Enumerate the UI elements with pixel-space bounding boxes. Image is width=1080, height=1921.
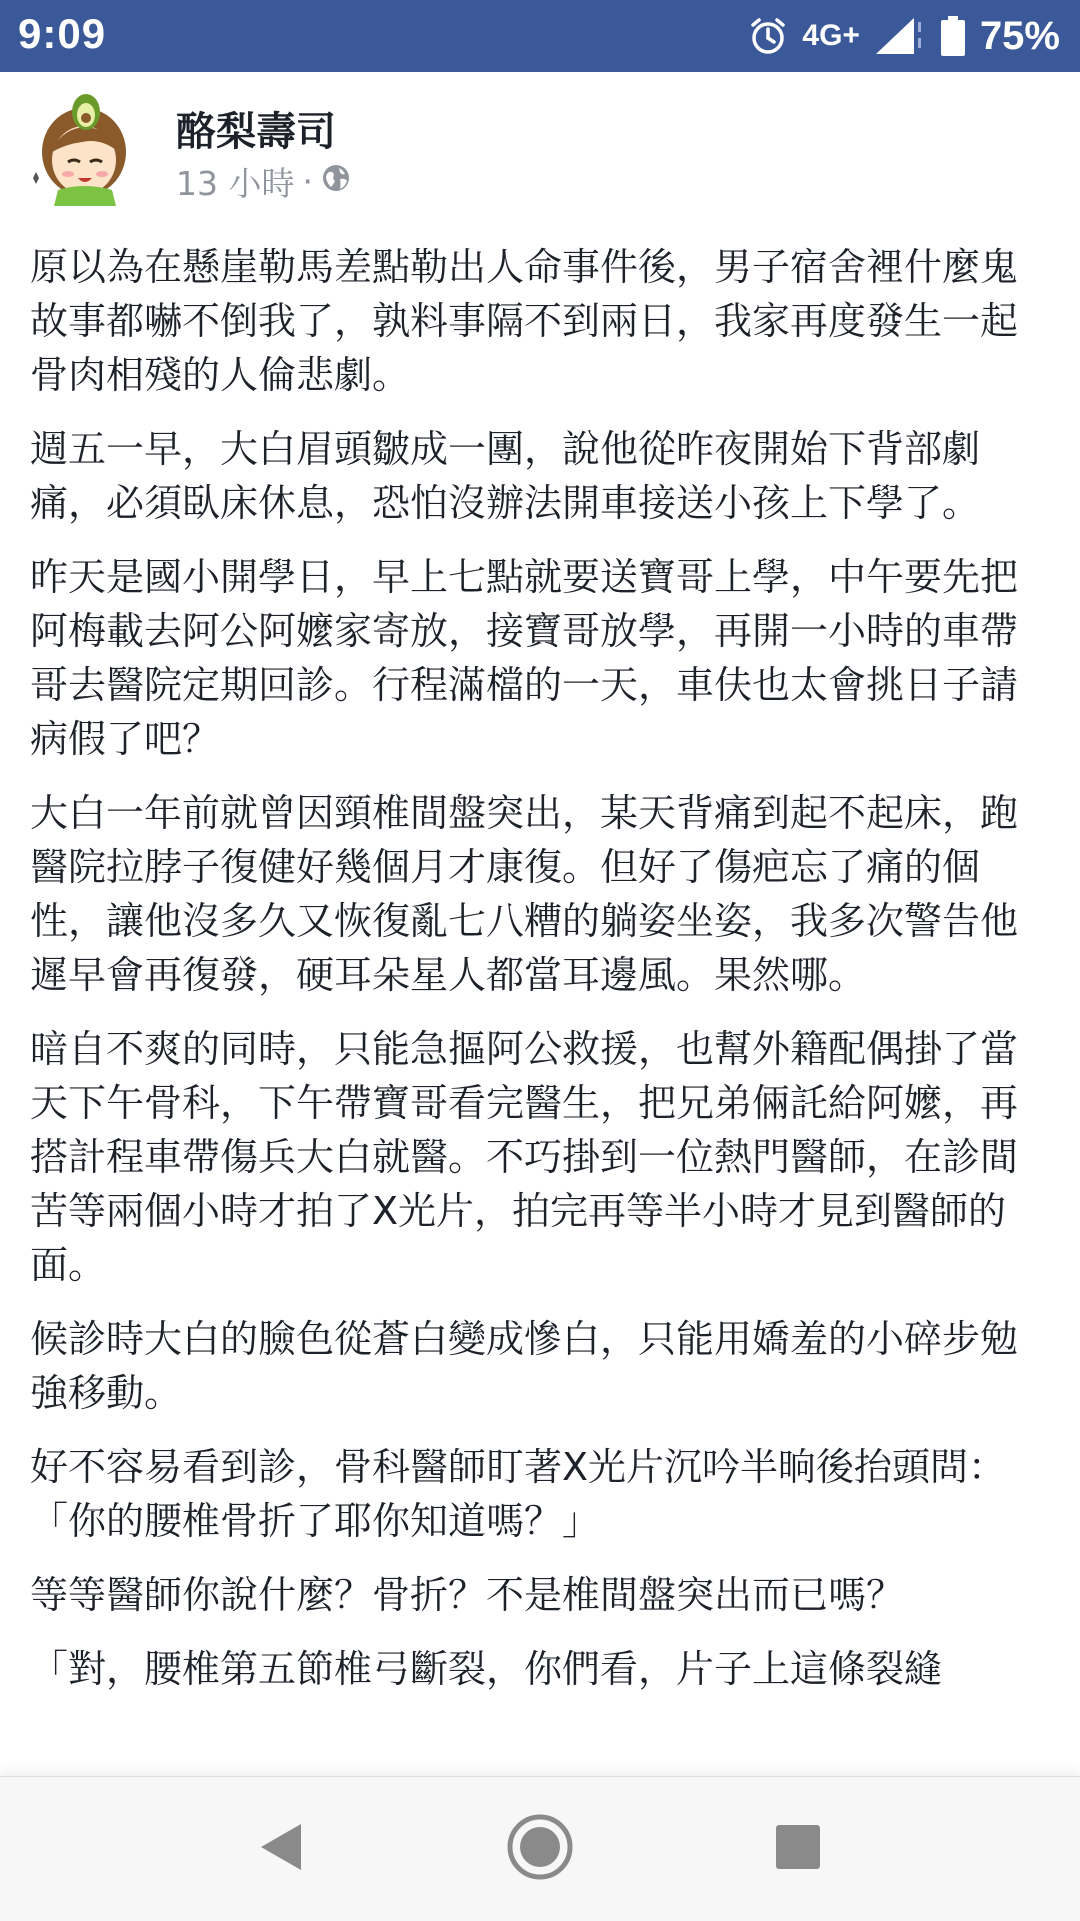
back-button[interactable] (240, 1809, 320, 1889)
meta-separator: · (302, 162, 313, 201)
network-type: 4G+ (802, 19, 860, 52)
post-paragraph: 好不容易看到診，骨科醫師盯著X光片沉吟半晌後抬頭問：「你的腰椎骨折了耶你知道嗎？」 (30, 1445, 1007, 1543)
post-body (30, 240, 1055, 1770)
status-time: 9:09 (18, 10, 107, 57)
signal-icon (874, 16, 926, 56)
post-paragraph: 暗自不爽的同時，只能急摳阿公救援，也幫外籍配偶掛了當天下午骨科，下午帶寶哥看完醫生，把兄弟倆託給阿嬤，再搭計程車帶傷兵大白就醫。不巧掛到一位熱門醫師，在診間苦等兩個小時才拍了X光片，拍完再等半小時才見到醫師的面。 (30, 1027, 1019, 1287)
status-icons (748, 10, 1060, 62)
battery-icon (940, 15, 966, 57)
recent-apps-button[interactable] (758, 1809, 838, 1889)
author-name[interactable]: 酪梨壽司 (176, 109, 336, 155)
post-paragraph: 等等醫師你說什麼？骨折？不是椎間盤突出而已嗎？ (30, 1573, 905, 1617)
home-circle-icon (505, 1812, 575, 1886)
alarm-icon (748, 16, 788, 56)
post-time[interactable]: 13 小時 (176, 164, 295, 203)
post-header (0, 72, 1080, 222)
post-paragraph: 「對，腰椎第五節椎弓斷裂，你們看，片子上這條裂縫 (30, 1647, 943, 1691)
status-bar (0, 0, 1080, 72)
post-paragraph: 昨天是國小開學日，早上七點就要送寶哥上學，中午要先把阿梅載去阿公阿嬤家寄放，接寶哥放學，再開一小時的車帶哥去醫院定期回診。行程滿檔的一天，車伕也太會挑日子請病假了吧？ (30, 555, 1019, 761)
post-paragraph: 週五一早，大白眉頭皺成一團，說他從昨夜開始下背部劇痛，必須臥床休息，恐怕沒辦法開車接送小孩上下學了。 (30, 427, 981, 525)
home-button[interactable] (500, 1809, 580, 1889)
post-paragraph: 大白一年前就曾因頸椎間盤突出，某天背痛到起不起床，跑醫院拉脖子復健好幾個月才康復。但好了傷疤忘了痛的個性，讓他沒多久又恢復亂七八糟的躺姿坐姿，我多次警告他遲早會再復發，硬耳朵星人都當耳邊風。果然哪。 (30, 791, 1019, 997)
navigation-bar (0, 1776, 1080, 1921)
recent-square-icon (774, 1823, 822, 1875)
battery-percent: 75% (979, 13, 1060, 58)
post-paragraph: 候診時大白的臉色從蒼白變成慘白，只能用嬌羞的小碎步勉強移動。 (30, 1317, 1019, 1415)
globe-icon (321, 162, 351, 201)
post-paragraph: 原以為在懸崖勒馬差點勒出人命事件後，男子宿舍裡什麼鬼故事都嚇不倒我了，孰料事隔不到兩日，我家再度發生一起骨肉相殘的人倫悲劇。 (30, 245, 1019, 397)
post-meta (176, 158, 351, 205)
avatar[interactable] (30, 90, 138, 206)
back-triangle-icon (255, 1820, 305, 1878)
